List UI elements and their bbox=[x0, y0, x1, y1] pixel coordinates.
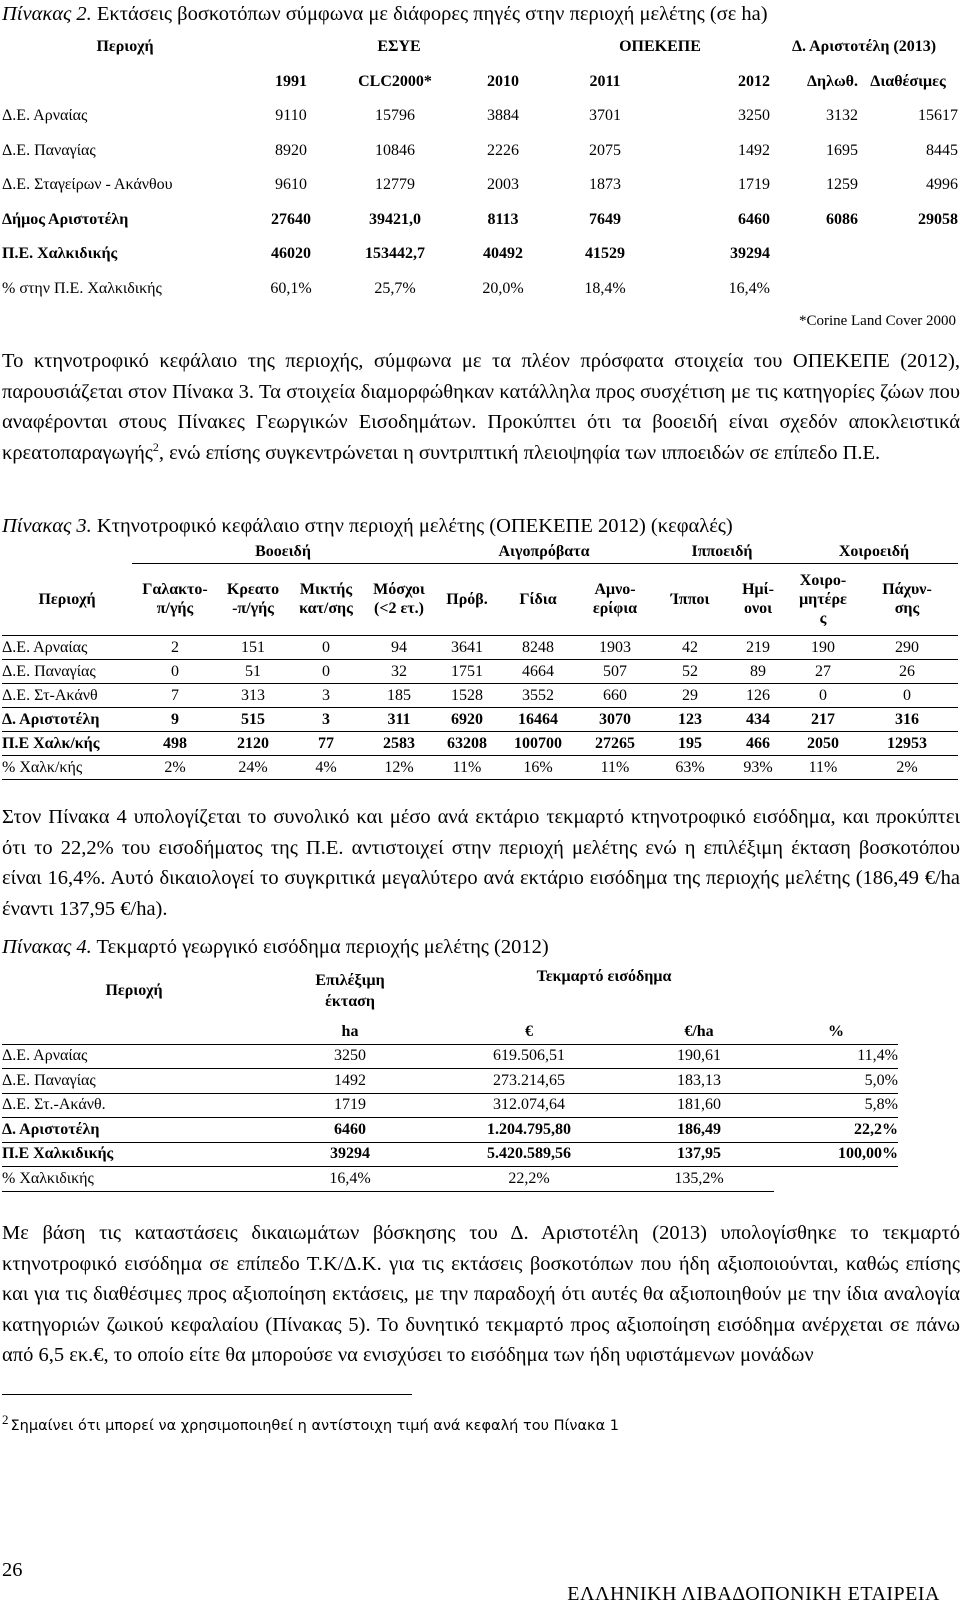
table-cell: 60,1% bbox=[270, 279, 312, 297]
table3-col-header: Μόσχοι (<2 ετ.) bbox=[364, 563, 434, 636]
table-cell: 3132 bbox=[826, 107, 858, 125]
table-cell: 27 bbox=[790, 660, 856, 684]
table-cell: 40492 bbox=[483, 245, 523, 263]
table3-col-header: Μικτής κατ/σης bbox=[288, 563, 364, 636]
table4-unit: ha bbox=[266, 1020, 434, 1044]
table2-header-opekepe: ΟΠΕΚΕΠΕ bbox=[619, 38, 701, 56]
row-label: Δ.Ε. Αρναίας bbox=[2, 636, 132, 660]
paragraph-1: Το κτηνοτροφικό κεφάλαιο της περιοχής, σύμφωνα με τα πλέον πρόσφατα στοιχεία του ΟΠΕΚΕΠΕ (2012), παρουσιάζεται στον Πίνακα 3. Τα στοιχεία διαμορφώθηκαν κατάλληλα προς συσχέτιση με τις κατηγορίες ζώων που αναφέρονται στους Πίνακες Γεωργικών Εισοδημάτων. Προκύπτει ότι τα βοοειδή είναι σχεδόν αποκλειστικά κρεατοπαραγωγής$^2$, ενώ επίσης συγκεντρώνεται η συντριπτική πλειοψηφία των ιπποειδών σε επίπεδο Π.Ε. bbox=[2, 350, 960, 464]
table-cell: 16,4% bbox=[266, 1167, 434, 1192]
table-cell: 7649 bbox=[589, 210, 621, 228]
table-row bbox=[2, 708, 958, 732]
table-cell: 93% bbox=[726, 756, 790, 780]
table-cell: 18,4% bbox=[584, 279, 626, 297]
table-cell: 1719 bbox=[738, 176, 770, 194]
table-cell: 3 bbox=[288, 684, 364, 708]
table3-col-header: Χοιρο- μητέρε ς bbox=[790, 563, 856, 636]
table-cell: 4996 bbox=[926, 176, 958, 194]
table-cell: 100700 bbox=[500, 732, 576, 756]
table-cell: 8113 bbox=[487, 210, 519, 228]
table-cell: 219 bbox=[726, 636, 790, 660]
table-row bbox=[2, 732, 958, 756]
table-cell: 16% bbox=[500, 756, 576, 780]
table-cell: 9110 bbox=[275, 107, 307, 125]
table-cell: 1903 bbox=[576, 636, 654, 660]
table-cell: 137,95 bbox=[624, 1142, 774, 1167]
table-row bbox=[2, 1093, 898, 1118]
footnote-text: Σημαίνει ότι μπορεί να χρησιμοποιηθεί η αντίστοιχη τιμή ανά κεφαλή του Πίνακα 1 bbox=[10, 1417, 619, 1434]
table-row bbox=[2, 684, 958, 708]
table-cell: 94 bbox=[364, 636, 434, 660]
table2-subheader: 2011 bbox=[589, 72, 621, 90]
table-row bbox=[2, 272, 958, 307]
table-cell: 39294 bbox=[266, 1142, 434, 1167]
table3-col-header: Πρόβ. bbox=[434, 563, 500, 636]
table4-unit: % bbox=[774, 1020, 898, 1044]
table-cell: 12779 bbox=[375, 176, 415, 194]
table-cell: 63208 bbox=[434, 732, 500, 756]
table-row bbox=[2, 1044, 898, 1069]
table-cell: 312.074,64 bbox=[434, 1093, 624, 1118]
footnote bbox=[2, 1412, 619, 1434]
table-cell: 4% bbox=[288, 756, 364, 780]
table2-caption: Πίνακας 2. Εκτάσεις βοσκοτόπων σύμφωνα με διάφορες πηγές στην περιοχή μελέτης (σε ha) bbox=[2, 3, 768, 25]
table-cell: 5.420.589,56 bbox=[434, 1142, 624, 1167]
table3-group-sheepgoats: Αιγοπρόβατα bbox=[434, 540, 654, 563]
table-cell: 52 bbox=[654, 660, 726, 684]
table3-col-header: Κρεατο -π/γής bbox=[218, 563, 288, 636]
table-cell: 27265 bbox=[576, 732, 654, 756]
row-label: Δ.Ε. Στ-Ακάνθ bbox=[2, 684, 132, 708]
table-cell: 2003 bbox=[487, 176, 519, 194]
table-cell: 8248 bbox=[500, 636, 576, 660]
table-cell: 3884 bbox=[487, 107, 519, 125]
table3-group-pigs: Χοιροειδή bbox=[790, 540, 958, 563]
paragraph-3: Με βάση τις καταστάσεις δικαιωμάτων βόσκησης του Δ. Αριστοτέλη (2013) υπολογίσθηκε το τεκμαρτό κτηνοτροφικό εισόδημα σε επίπεδο Τ.Κ/Δ.Κ. για τις εκτάσεις βοσκοτόπων που ήδη αξιοποιούνται, καθώς επίσης και για τις διαθέσιμες προς αξιοποίηση εκτάσεις, με την παραδοχή ότι αυτές θα αξιοποιηθούν με την ίδια αναλογία κατηγοριών ζωικού κεφαλαίου (Πίνακας 5). Το δυνητικό τεκμαρτό προς αξιοποίηση εισόδημα ανέρχεται σε πάνω από 6,5 εκ.€, το οποίο είτε θα μπορούσε να ενισχύσει το εισόδημα των ήδη υφιστάμενων μονάδων bbox=[2, 1222, 960, 1366]
table-cell: 181,60 bbox=[624, 1093, 774, 1118]
table3-group-row bbox=[2, 540, 958, 563]
row-label: Δ.Ε. Παναγίας bbox=[2, 660, 132, 684]
row-label: % Χαλκ/κής bbox=[2, 756, 132, 780]
table-cell: 16,4% bbox=[728, 279, 770, 297]
table-cell: 12% bbox=[364, 756, 434, 780]
row-label: Δ.Ε. Παναγίας bbox=[2, 1069, 266, 1094]
table-cell: 3701 bbox=[589, 107, 621, 125]
table-cell: 507 bbox=[576, 660, 654, 684]
table-cell: 619.506,51 bbox=[434, 1044, 624, 1069]
table3-caption: Πίνακας 3. Κτηνοτροφικό κεφάλαιο στην περιοχή μελέτης (ΟΠΕΚΕΠΕ 2012) (κεφαλές) bbox=[2, 515, 733, 537]
table-cell: 434 bbox=[726, 708, 790, 732]
table-cell: 3070 bbox=[576, 708, 654, 732]
table-cell: 8920 bbox=[275, 141, 307, 159]
table-cell: 3250 bbox=[738, 107, 770, 125]
table-row bbox=[2, 203, 958, 238]
table-cell: 41529 bbox=[585, 245, 625, 263]
table-cell: 6086 bbox=[826, 210, 858, 228]
table2-subheader: Διαθέσιμες bbox=[870, 72, 946, 90]
table-cell: 5,8% bbox=[774, 1093, 898, 1118]
table-cell: 1719 bbox=[266, 1093, 434, 1118]
table-cell: 29 bbox=[654, 684, 726, 708]
table4-header-row bbox=[2, 962, 898, 1020]
table-cell: 2583 bbox=[364, 732, 434, 756]
row-label: Π.Ε Χαλκ/κής bbox=[2, 732, 132, 756]
table2-subheader: 2012 bbox=[738, 72, 770, 90]
table4-header-income: Τεκμαρτό εισόδημα bbox=[536, 968, 672, 985]
row-label: % στην Π.Ε. Χαλκιδικής bbox=[2, 279, 162, 297]
table-cell: 466 bbox=[726, 732, 790, 756]
table-cell: 2075 bbox=[589, 141, 621, 159]
row-label: Δ.Ε. Αρναίας bbox=[2, 107, 88, 125]
table-cell: 498 bbox=[132, 732, 218, 756]
row-label: Δ. Αριστοτέλη bbox=[2, 1118, 266, 1143]
table-cell: 6460 bbox=[266, 1118, 434, 1143]
table-cell: 2226 bbox=[487, 141, 519, 159]
table-cell: 39294 bbox=[730, 245, 770, 263]
table-cell: 27640 bbox=[271, 210, 311, 228]
table-cell: 42 bbox=[654, 636, 726, 660]
table-cell: 11% bbox=[576, 756, 654, 780]
table-cell bbox=[770, 272, 858, 307]
row-label: Δ.Ε. Στ.-Ακάνθ. bbox=[2, 1093, 266, 1118]
table-cell: 190,61 bbox=[624, 1044, 774, 1069]
table2-subheader: CLC2000* bbox=[358, 72, 432, 90]
table-cell: 0 bbox=[132, 660, 218, 684]
table-cell: 26 bbox=[856, 660, 958, 684]
table-cell: 6920 bbox=[434, 708, 500, 732]
table2-header-esye: ΕΣΥΕ bbox=[377, 38, 421, 56]
table-row bbox=[2, 636, 958, 660]
table3-col-header: Ίπποι bbox=[654, 563, 726, 636]
table-cell: 6460 bbox=[738, 210, 770, 228]
table-cell bbox=[858, 272, 958, 307]
table4 bbox=[2, 962, 898, 1192]
table-cell: 151 bbox=[218, 636, 288, 660]
table-cell: 11,4% bbox=[774, 1044, 898, 1069]
table3-group-equines: Ιπποειδή bbox=[654, 540, 790, 563]
table-cell: 39421,0 bbox=[369, 210, 421, 228]
row-label: Δ.Ε. Αρναίας bbox=[2, 1044, 266, 1069]
table-cell: 123 bbox=[654, 708, 726, 732]
table-cell: 195 bbox=[654, 732, 726, 756]
table-cell: 63% bbox=[654, 756, 726, 780]
table-row bbox=[2, 99, 958, 134]
table-cell: 15796 bbox=[375, 107, 415, 125]
table-cell: 51 bbox=[218, 660, 288, 684]
table-row bbox=[2, 134, 958, 169]
table3-col-header: Γαλακτο- π/γής bbox=[132, 563, 218, 636]
table-cell: 22,2% bbox=[774, 1118, 898, 1143]
table-cell bbox=[774, 1167, 898, 1192]
table-cell bbox=[770, 237, 858, 272]
table-cell: 515 bbox=[218, 708, 288, 732]
table-cell: 290 bbox=[856, 636, 958, 660]
table-cell: 0 bbox=[288, 660, 364, 684]
table4-unit: € bbox=[434, 1020, 624, 1044]
row-label: Δ.Ε. Παναγίας bbox=[2, 141, 96, 159]
table-cell: 29058 bbox=[918, 210, 958, 228]
table-cell: 0 bbox=[790, 684, 856, 708]
row-label: Π.Ε Χαλκιδικής bbox=[2, 1142, 266, 1167]
table-cell: 1528 bbox=[434, 684, 500, 708]
table-cell: 4664 bbox=[500, 660, 576, 684]
table-cell: 3641 bbox=[434, 636, 500, 660]
table3-group-cattle: Βοοειδή bbox=[132, 540, 434, 563]
table2-header-region: Περιοχή bbox=[96, 38, 154, 56]
table-cell: 46020 bbox=[271, 245, 311, 263]
table-cell: 77 bbox=[288, 732, 364, 756]
table-cell: 1873 bbox=[589, 176, 621, 194]
table-cell: 0 bbox=[288, 636, 364, 660]
table3-col-header: Ημί- ονοι bbox=[726, 563, 790, 636]
table2-header-aristotelis: Δ. Αριστοτέλη (2013) bbox=[791, 38, 937, 56]
footnote-number: 2 bbox=[2, 1412, 9, 1427]
table-cell: 3 bbox=[288, 708, 364, 732]
table2-note: *Corine Land Cover 2000 bbox=[798, 313, 956, 329]
table4-units-row bbox=[2, 1020, 898, 1044]
table-cell: 1492 bbox=[266, 1069, 434, 1094]
table-cell: 15617 bbox=[918, 107, 958, 125]
table-cell: 217 bbox=[790, 708, 856, 732]
table-cell: 89 bbox=[726, 660, 790, 684]
table2-subheader: Δηλωθ. bbox=[806, 72, 858, 90]
table-row bbox=[2, 1142, 898, 1167]
table4-header-area: Επιλέξιμη έκταση bbox=[315, 972, 385, 1010]
table-cell: 22,2% bbox=[434, 1167, 624, 1192]
table-cell: 0 bbox=[856, 684, 958, 708]
paragraph-2: Στον Πίνακα 4 υπολογίζεται το συνολικό και μέσο ανά εκτάριο τεκμαρτό κτηνοτροφικό εισόδημα, και προκύπτει ότι το 22,2% του εισοδήματος της Π.Ε. αντιστοιχεί στην περιοχή μελέτης ενώ η επιλέξιμη έκταση βοσκοτόπου είναι 16,4%. Αυτό δικαιολογεί το συγκριτικά μεγαλύτερο ανά εκτάριο εισόδημα της περιοχής μελέτης (186,49 €/ha έναντι 137,95 €/ha). bbox=[2, 806, 960, 920]
row-label: % Χαλκιδικής bbox=[2, 1167, 266, 1192]
table-row bbox=[2, 1118, 898, 1143]
table-cell: 1695 bbox=[826, 141, 858, 159]
row-label: Π.Ε. Χαλκιδικής bbox=[2, 245, 118, 263]
table-cell: 1492 bbox=[738, 141, 770, 159]
table-cell: 2120 bbox=[218, 732, 288, 756]
table2 bbox=[2, 30, 958, 306]
table-cell: 11% bbox=[790, 756, 856, 780]
table-cell: 1259 bbox=[826, 176, 858, 194]
table4-header-region: Περιοχή bbox=[105, 982, 163, 999]
table3 bbox=[2, 540, 958, 780]
table4-unit: €/ha bbox=[624, 1020, 774, 1044]
table-cell: 9610 bbox=[275, 176, 307, 194]
table3-col-header: Πάχυν- σης bbox=[856, 563, 958, 636]
table-cell: 660 bbox=[576, 684, 654, 708]
table-cell: 3552 bbox=[500, 684, 576, 708]
table-cell: 190 bbox=[790, 636, 856, 660]
row-label: Δ.Ε. Σταγείρων - Ακάνθου bbox=[2, 176, 173, 194]
table-row bbox=[2, 1069, 898, 1094]
table-cell: 186,49 bbox=[624, 1118, 774, 1143]
footnote-divider bbox=[2, 1394, 412, 1395]
table-cell: 185 bbox=[364, 684, 434, 708]
page-footer: ΕΛΛΗΝΙΚΗ ΛΙΒΑΔΟΠΟΝΙΚΗ ΕΤΑΙΡΕΙΑ bbox=[567, 1583, 940, 1605]
table-cell: 10846 bbox=[375, 141, 415, 159]
table3-col-header: Αμνο- ερίφια bbox=[576, 563, 654, 636]
table2-subheader: 1991 bbox=[275, 72, 307, 90]
table-cell: 20,0% bbox=[482, 279, 524, 297]
table-cell bbox=[858, 237, 958, 272]
table3-col-header: Γίδια bbox=[500, 563, 576, 636]
table-cell: 273.214,65 bbox=[434, 1069, 624, 1094]
row-label: Δήμος Αριστοτέλη bbox=[2, 210, 129, 228]
table-cell: 8445 bbox=[926, 141, 958, 159]
table-cell: 16464 bbox=[500, 708, 576, 732]
table-cell: 25,7% bbox=[374, 279, 416, 297]
table-cell: 32 bbox=[364, 660, 434, 684]
footnote-ref: 2 bbox=[152, 439, 159, 454]
table-cell: 313 bbox=[218, 684, 288, 708]
table-cell: 2050 bbox=[790, 732, 856, 756]
table-cell: 12953 bbox=[856, 732, 958, 756]
table-cell: 2 bbox=[132, 636, 218, 660]
table-cell: 135,2% bbox=[624, 1167, 774, 1192]
table-cell: 5,0% bbox=[774, 1069, 898, 1094]
table3-header-region: Περιοχή bbox=[2, 563, 132, 636]
table-row bbox=[2, 660, 958, 684]
table-cell: 7 bbox=[132, 684, 218, 708]
table-row bbox=[2, 168, 958, 203]
table-cell: 3250 bbox=[266, 1044, 434, 1069]
table-cell: 316 bbox=[856, 708, 958, 732]
table-cell: 183,13 bbox=[624, 1069, 774, 1094]
table-cell: 2% bbox=[856, 756, 958, 780]
table-cell: 153442,7 bbox=[365, 245, 425, 263]
table-cell: 2% bbox=[132, 756, 218, 780]
table-cell: 126 bbox=[726, 684, 790, 708]
table-cell: 100,00% bbox=[774, 1142, 898, 1167]
page-number: 26 bbox=[2, 1559, 23, 1581]
row-label: Δ. Αριστοτέλη bbox=[2, 708, 132, 732]
table-cell: 1751 bbox=[434, 660, 500, 684]
table-row bbox=[2, 756, 958, 780]
table-cell: 11% bbox=[434, 756, 500, 780]
table-cell: 311 bbox=[364, 708, 434, 732]
table2-subheader: 2010 bbox=[487, 72, 519, 90]
table-cell: 1.204.795,80 bbox=[434, 1118, 624, 1143]
table-row bbox=[2, 1167, 898, 1192]
table4-caption: Πίνακας 4. Τεκμαρτό γεωργικό εισόδημα περιοχής μελέτης (2012) bbox=[2, 936, 549, 958]
table2-subheader-row bbox=[2, 65, 958, 100]
table-row bbox=[2, 237, 958, 272]
table3-header-row bbox=[2, 563, 958, 636]
table-cell: 24% bbox=[218, 756, 288, 780]
table-cell: 9 bbox=[132, 708, 218, 732]
table2-header-row bbox=[2, 30, 958, 65]
